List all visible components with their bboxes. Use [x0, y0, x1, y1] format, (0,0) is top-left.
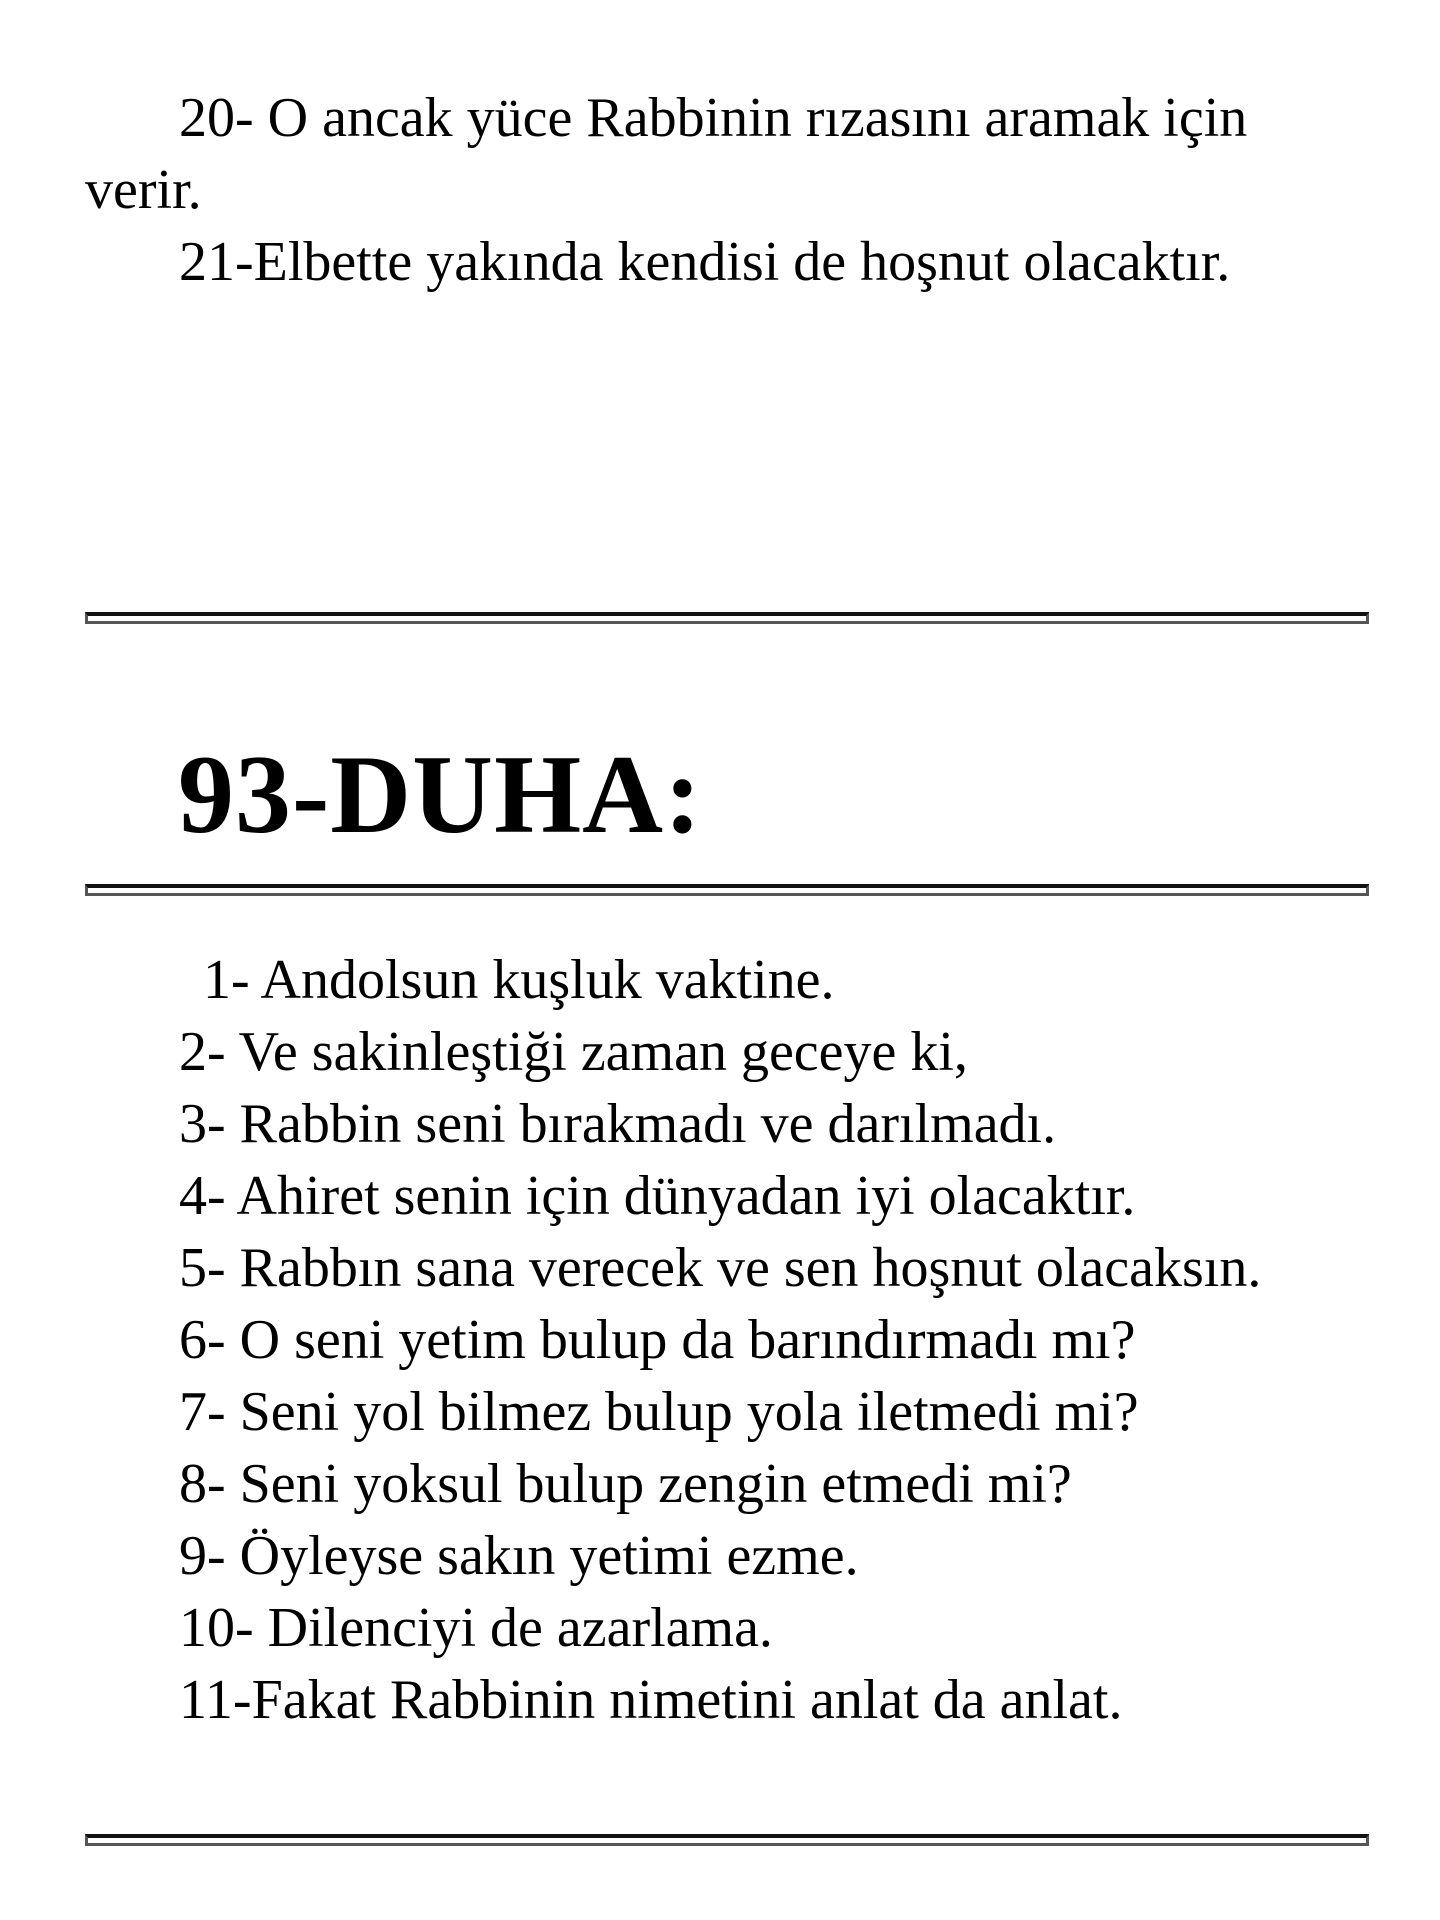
verse-21: 21-Elbette yakında kendisi de hoşnut olacaktır.	[179, 231, 1231, 293]
verse-3: 3- Rabbin seni bırakmadı ve darılmadı.	[179, 1093, 1057, 1155]
verse-4: 4- Ahiret senin için dünyadan iyi olacaktır.	[179, 1165, 1136, 1227]
verse-9: 9- Öyleyse sakın yetimi ezme.	[179, 1525, 859, 1587]
verse-1: 1- Andolsun kuşluk vaktine.	[203, 949, 835, 1011]
verse-8: 8- Seni yoksul bulup zengin etmedi mi?	[179, 1453, 1072, 1515]
section-divider-top	[85, 612, 1369, 624]
section-verses	[85, 944, 1375, 1736]
verse-10: 10- Dilenciyi de azarlama.	[179, 1597, 773, 1659]
verse-7: 7- Seni yol bilmez bulup yola iletmedi mi?	[179, 1381, 1139, 1443]
verse-11: 11-Fakat Rabbinin nimetini anlat da anlat.	[179, 1669, 1123, 1731]
verse-20: 20- O ancak yüce Rabbinin rızasını aramak için verir.	[85, 87, 1248, 221]
verse-2: 2- Ve sakinleştiği zaman geceye ki,	[179, 1021, 968, 1083]
previous-section-verses	[85, 82, 1375, 298]
verse-6: 6- O seni yetim bulup da barındırmadı mı?	[179, 1309, 1136, 1371]
section-divider-heading	[85, 884, 1369, 896]
section-divider-bottom	[85, 1834, 1369, 1846]
section-title: 93-DUHA:	[178, 733, 703, 857]
verse-5: 5- Rabbın sana verecek ve sen hoşnut olacaksın.	[179, 1237, 1262, 1299]
